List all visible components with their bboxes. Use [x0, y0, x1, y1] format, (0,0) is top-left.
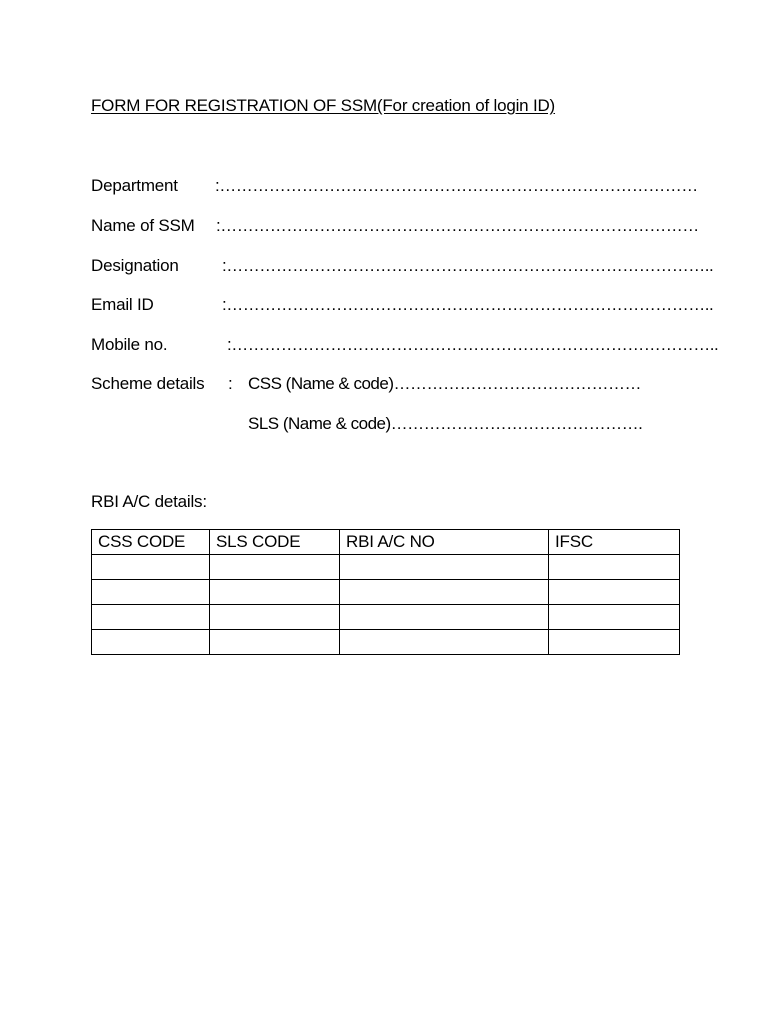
field-fill-line: :…………………………………………………………………………… — [215, 176, 698, 195]
table-cell — [92, 605, 210, 630]
scheme-separator: : — [228, 374, 233, 393]
field-fill-line: :…………………………………………………………………………….. — [222, 256, 714, 275]
table-cell — [340, 630, 549, 655]
field-label: Email ID — [91, 295, 154, 314]
field-fill-line: :…………………………………………………………………………… — [216, 216, 699, 235]
rbi-section-heading: RBI A/C details: — [91, 492, 207, 511]
table-cell — [340, 580, 549, 605]
field-label: Name of SSM — [91, 216, 195, 235]
table-header-row — [92, 530, 680, 555]
table-row — [92, 555, 680, 580]
table-cell — [549, 630, 680, 655]
table-cell — [210, 580, 340, 605]
field-label: Scheme details — [91, 374, 205, 393]
field-label: Designation — [91, 256, 179, 275]
column-header-css-code: CSS CODE — [92, 530, 210, 555]
column-header-sls-code: SLS CODE — [210, 530, 340, 555]
table-cell — [210, 555, 340, 580]
column-header-ifsc: IFSC — [549, 530, 680, 555]
table-cell — [92, 630, 210, 655]
table-cell — [340, 555, 549, 580]
column-header-rbi-ac-no: RBI A/C NO — [340, 530, 549, 555]
field-fill-line: :…………………………………………………………………………….. — [227, 335, 719, 354]
table-cell — [210, 605, 340, 630]
scheme-sls-line: SLS (Name & code)………………………………………. — [248, 414, 643, 433]
table-cell — [549, 580, 680, 605]
table-cell — [549, 555, 680, 580]
rbi-details-table — [91, 529, 680, 655]
table-row — [92, 605, 680, 630]
table-cell — [210, 630, 340, 655]
table-row — [92, 630, 680, 655]
table-row — [92, 580, 680, 605]
table-cell — [549, 605, 680, 630]
scheme-css-line: CSS (Name & code)……………………………………… — [248, 374, 641, 393]
table-cell — [92, 555, 210, 580]
field-fill-line: :…………………………………………………………………………….. — [222, 295, 714, 314]
form-title: FORM FOR REGISTRATION OF SSM(For creation of login ID) — [91, 96, 556, 115]
table-cell — [340, 605, 549, 630]
table-cell — [92, 580, 210, 605]
field-label: Department — [91, 176, 178, 195]
field-label: Mobile no. — [91, 335, 168, 354]
